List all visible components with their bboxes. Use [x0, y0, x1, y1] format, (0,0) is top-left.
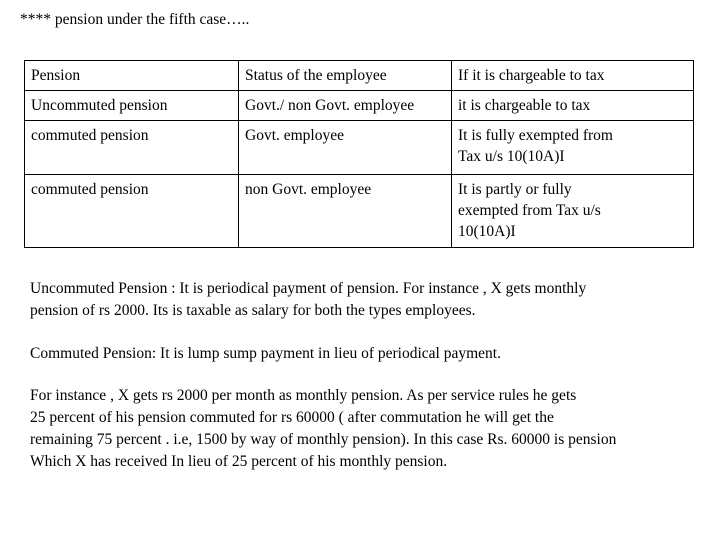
commuted-pension-paragraph: Commuted Pension: It is lump sump payment in lieu of periodical payment. [30, 345, 501, 362]
header-cell-chargeable: If it is chargeable to tax [452, 61, 694, 91]
pension-table [24, 60, 694, 248]
table-cell: commuted pension [25, 121, 239, 175]
table-cell: Uncommuted pension [25, 91, 239, 121]
table-row [25, 91, 694, 121]
table-cell: commuted pension [25, 175, 239, 248]
table-cell: Govt. employee [239, 121, 452, 175]
table-row [25, 121, 694, 175]
table-cell: non Govt. employee [239, 175, 452, 248]
table-cell: Govt./ non Govt. employee [239, 91, 452, 121]
table-cell: it is chargeable to tax [452, 91, 694, 121]
table-cell: It is partly or fully exempted from Tax u/s 10(10A)I [452, 175, 694, 248]
page-heading: **** pension under the fifth case….. [20, 11, 250, 28]
table-header-row [25, 61, 694, 91]
table-cell: It is fully exempted from Tax u/s 10(10A)I [452, 121, 694, 175]
header-cell-status: Status of the employee [239, 61, 452, 91]
uncommuted-pension-paragraph: Uncommuted Pension : It is periodical payment of pension. For instance , X gets monthly pension of rs 2000. Its is taxable as salary for both the types employees. [30, 280, 587, 319]
example-paragraph: For instance , X gets rs 2000 per month as monthly pension. As per service rules he gets 25 percent of his pension commuted for rs 60000 ( after commutation he will get the remaining 75 percent . i.e, 1500 by way of monthly pension). In this case Rs. 60000 is pension Which X has received In lieu of 25 percent of his monthly pension. [30, 387, 617, 470]
table-row [25, 175, 694, 248]
header-cell-pension: Pension [25, 61, 239, 91]
